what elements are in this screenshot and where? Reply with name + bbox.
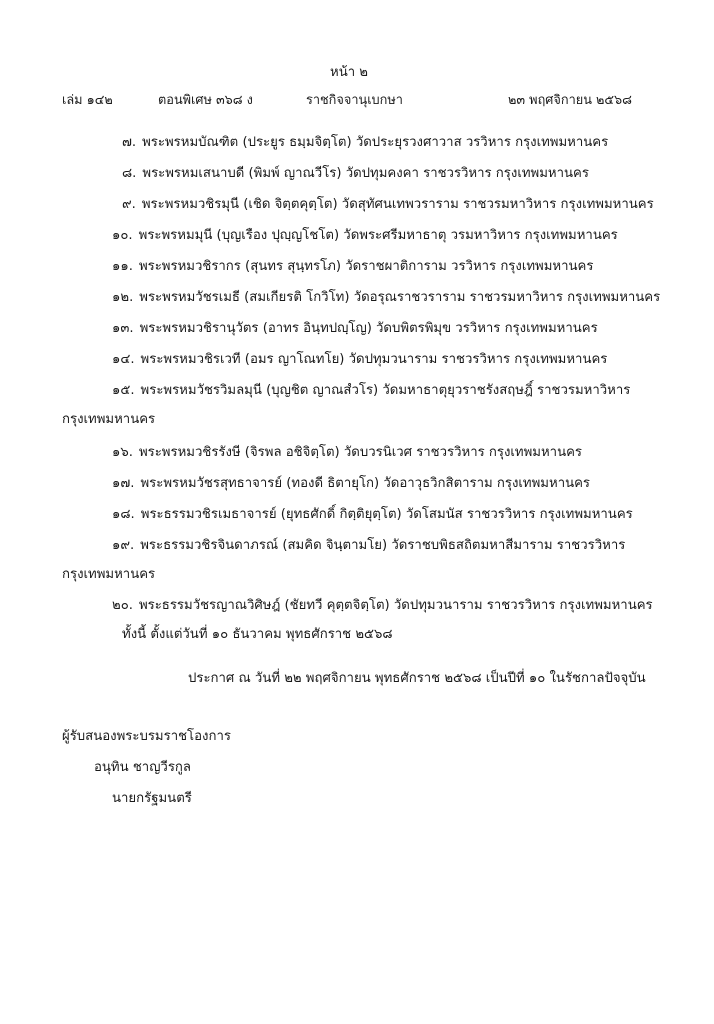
item-text: พระธรรมวชิรจินดาภรณ์ (สมคิด จินฺตามโย) วัดราชบพิธสถิตมหาสีมาราม ราชวรวิหาร	[140, 538, 626, 553]
list-item	[112, 351, 607, 369]
list-item	[122, 165, 589, 183]
item-number: ๑๙.	[112, 538, 135, 553]
list-item	[122, 134, 608, 152]
item-number: ๙.	[122, 197, 136, 212]
item-text: พระพรหมมุนี (บุญเรือง ปุญฺญโชโต) วัดพระศรีมหาธาตุ วรมหาวิหาร กรุงเทพมหานคร	[138, 228, 618, 243]
item-number: ๗.	[122, 135, 137, 150]
item-number: ๑๔.	[112, 352, 135, 367]
list-item	[112, 289, 660, 307]
list-item	[112, 506, 633, 524]
list-item	[122, 196, 654, 214]
item-text: พระพรหมวชิรรังษี (จิรพล อชิจิตฺโต) วัดบวรนิเวศ ราชวรวิหาร กรุงเทพมหานคร	[138, 445, 583, 460]
list-item	[112, 320, 598, 338]
item-text: พระพรหมวชิรเวที (อมร ญาโณทโย) วัดปทุมวนาราม ราชวรวิหาร กรุงเทพมหานคร	[140, 352, 608, 367]
item-text: พระพรหมวัชรวิมลมุนี (บุญชิต ญาณสํวโร) วัดมหาธาตุยุวราชรังสฤษฎิ์ ราชวรมหาวิหาร	[140, 383, 631, 398]
list-item	[112, 382, 630, 400]
list-item	[112, 258, 593, 276]
item-text: พระพรหมวชิรมุนี (เชิด จิตฺตคุตฺโต) วัดสุทัศนเทพวราราม ราชวรมหาวิหาร กรุงเทพมหานคร	[141, 197, 654, 212]
list-item	[112, 537, 625, 555]
item-text: พระธรรมวัชรญาณวิศิษฎ์ (ชัยทวี คุตฺตจิตฺโต) วัดปทุมวนาราม ราชวรวิหาร กรุงเทพมหานคร	[138, 598, 653, 613]
list-item	[112, 475, 590, 493]
item-number: ๑๗.	[112, 476, 135, 491]
header-date: ๒๓ พฤศจิกายน ๒๕๖๘	[508, 93, 632, 108]
item-text: พระพรหมบัณฑิต (ประยูร ธมฺมจิตฺโต) วัดประยุรวงศาวาส วรวิหาร กรุงเทพมหานคร	[142, 135, 609, 150]
signer-name: อนุทิน ชาญวีรกูล	[94, 760, 191, 775]
item-text: พระพรหมเสนาบดี (พิมพ์ ญาณวีโร) วัดปทุมคงคา ราชวรวิหาร กรุงเทพมหานคร	[142, 166, 589, 181]
item-number: ๑๐.	[112, 228, 133, 243]
item-number: ๑๘.	[112, 507, 135, 522]
item-continuation: กรุงเทพมหานคร	[62, 412, 156, 427]
volume-label: เล่ม ๑๔๒	[62, 93, 113, 108]
item-text: พระธรรมวชิรเมธาจารย์ (ยุทธศักดิ์ กิตฺติยุตฺโต) วัดโสมนัส ราชวรวิหาร กรุงเทพมหานคร	[140, 507, 633, 522]
list-item	[112, 227, 618, 245]
item-text: พระพรหมวัชรสุทธาจารย์ (ทองดี ธิตายุโก) วัดอาวุธวิกสิตาราม กรุงเทพมหานคร	[140, 476, 591, 491]
item-text: พระพรหมวชิรานุวัตร (อาทร อินฺทปญฺโญ) วัดบพิตรพิมุข วรวิหาร กรุงเทพมหานคร	[139, 321, 598, 336]
page-number: หน้า ๒	[330, 65, 368, 80]
item-text: พระพรหมวัชรเมธี (สมเกียรติ โกวิโท) วัดอรุณราชวราราม ราชวรมหาวิหาร กรุงเทพมหานคร	[139, 290, 661, 305]
item-number: ๑๕.	[112, 383, 135, 398]
item-number: ๑๑.	[112, 259, 133, 274]
section-label: ตอนพิเศษ ๓๖๘ ง	[158, 93, 253, 108]
item-number: ๘.	[122, 166, 137, 181]
announcement-line: ประกาศ ณ วันที่ ๒๒ พฤศจิกายน พุทธศักราช ๒๕๖๘ เป็นปีที่ ๑๐ ในรัชกาลปัจจุบัน	[188, 671, 646, 686]
list-item	[112, 597, 653, 615]
item-continuation: กรุงเทพมหานคร	[62, 567, 156, 582]
item-number: ๑๖.	[112, 445, 133, 460]
item-text: พระพรหมวชิรากร (สุนทร สุนฺทรโภ) วัดราชผาติการาม วรวิหาร กรุงเทพมหานคร	[138, 259, 594, 274]
countersign-label: ผู้รับสนองพระบรมราชโองการ	[62, 729, 231, 744]
effective-date: ทั้งนี้ ตั้งแต่วันที่ ๑๐ ธันวาคม พุทธศักราช ๒๕๖๘	[122, 627, 393, 642]
list-item	[112, 444, 582, 462]
gazette-title: ราชกิจจานุเบกษา	[306, 93, 403, 108]
item-number: ๑๒.	[112, 290, 134, 305]
signer-title: นายกรัฐมนตรี	[112, 791, 192, 806]
item-number: ๑๓.	[112, 321, 134, 336]
item-number: ๒๐.	[112, 598, 133, 613]
